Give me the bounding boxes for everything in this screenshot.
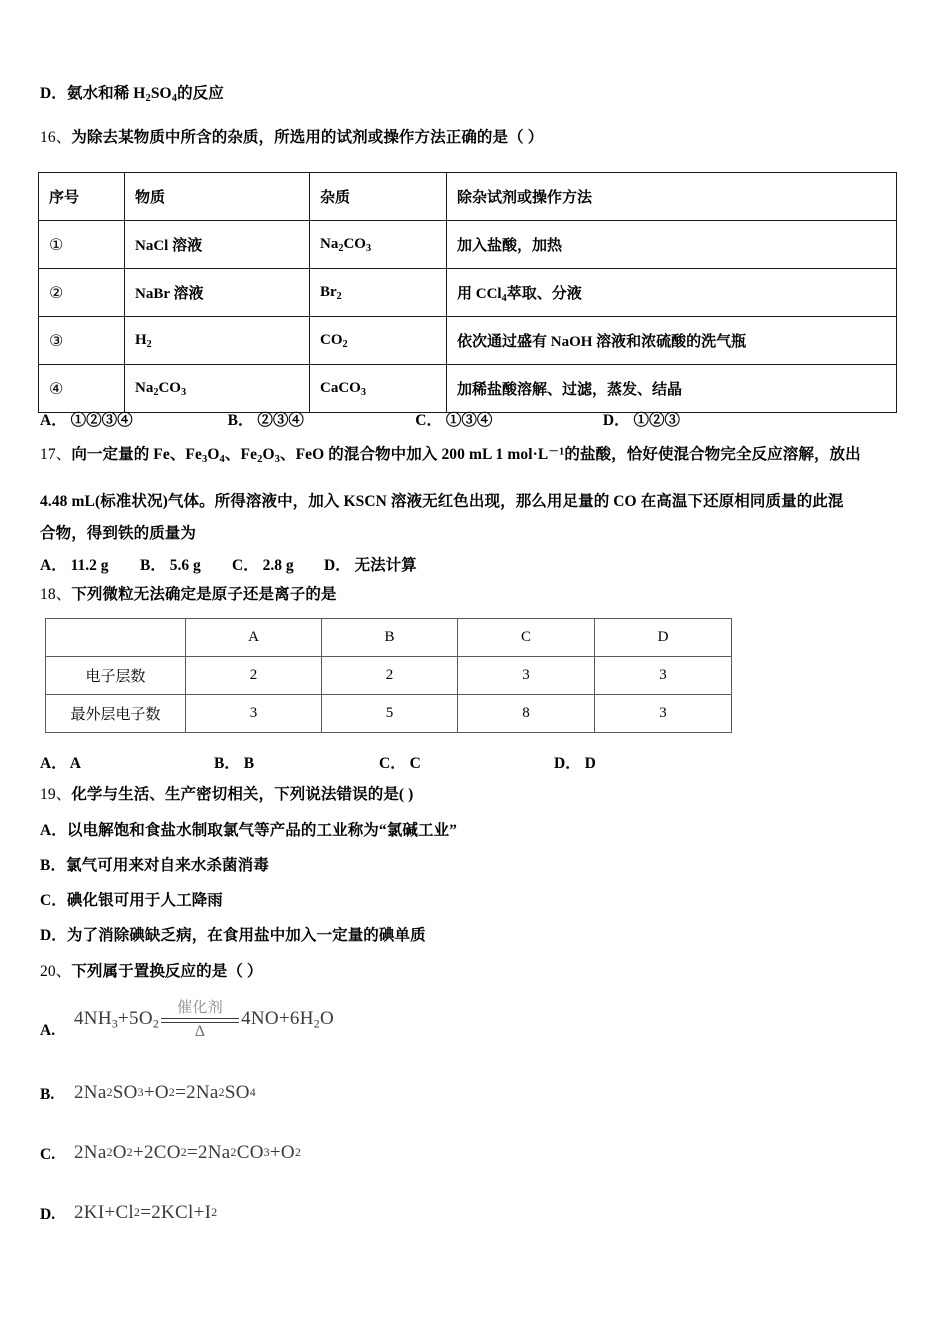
q20-option-a[interactable] — [40, 1000, 334, 1040]
q20-eq-a-left: $4NH_3+5O_2$ — [74, 1008, 160, 1031]
corner-cell — [46, 619, 186, 657]
particle-table-body — [46, 619, 732, 733]
method-cell: 加入盐酸，加热 — [447, 221, 897, 269]
q20-option-d-equation: 2KI+Cl 2 =2KCl+I 2 — [74, 1202, 218, 1223]
table-row — [46, 695, 732, 733]
q17-option-b[interactable]: B． 5.6 g — [140, 557, 201, 574]
method-cell: 用 CCl$_4$萃取、分液 — [447, 269, 897, 317]
question-18-text: 下列微粒无法确定是原子还是离子的是 — [71, 586, 337, 603]
previous-question-option-d: D．氨水和稀 $H_2SO_4$的反应 — [40, 85, 224, 104]
value-cell: 2 — [186, 657, 322, 695]
column-header-B: B — [322, 619, 458, 657]
row-label: 最外层电子数 — [46, 695, 186, 733]
substance-cell: NaCl 溶液 — [125, 221, 310, 269]
question-17-number: 17、 — [40, 446, 72, 463]
q19-option-c[interactable] — [40, 891, 223, 912]
column-header-3: 除杂试剂或操作方法 — [447, 173, 897, 221]
q19-option-d[interactable] — [40, 926, 426, 947]
row-label: 电子层数 — [46, 657, 186, 695]
particle-table — [45, 618, 732, 733]
value-cell: 5 — [322, 695, 458, 733]
q16-option-b[interactable]: B． ②③④ — [227, 412, 304, 429]
q20-option-c-label: C. — [40, 1146, 56, 1163]
row-index: ③ — [39, 317, 125, 365]
q20-option-a-label: A. — [40, 1021, 56, 1039]
q19-option-d-label: D． — [40, 927, 67, 944]
row-index: ④ — [39, 365, 125, 413]
q20-option-b-label: B. — [40, 1086, 55, 1103]
table-row — [39, 365, 897, 413]
value-cell: 3 — [186, 695, 322, 733]
q20-option-b-equation: 2Na 2 SO 3 +O 2 =2Na 2 SO 4 — [74, 1082, 256, 1103]
value-cell: 3 — [595, 657, 732, 695]
q20-option-d[interactable] — [40, 1202, 217, 1224]
q18-option-c[interactable]: C． C — [379, 755, 421, 772]
q18-option-a[interactable]: A． A — [40, 755, 81, 772]
table-header-row — [46, 619, 732, 657]
q19-option-d-text: 为了消除碘缺乏病，在食用盐中加入一定量的碘单质 — [66, 927, 426, 944]
question-19-stem — [40, 785, 413, 806]
method-cell: 加稀盐酸溶解、过滤，蒸发、结晶 — [447, 365, 897, 413]
column-header-C: C — [458, 619, 595, 657]
question-18-options — [40, 751, 596, 773]
catalyst-label: 催化剂 — [177, 1000, 224, 1016]
q19-option-a-text: 以电解饱和食盐水制取氯气等产品的工业称为“氯碱工业” — [66, 822, 458, 839]
question-16-text: 为除去某物质中所含的杂质，所选用的试剂或操作方法正确的是（ ） — [71, 129, 544, 146]
q20-option-b[interactable] — [40, 1082, 256, 1104]
row-index: ② — [39, 269, 125, 317]
method-cell: 依次通过盛有 NaOH 溶液和浓硫酸的洗气瓶 — [447, 317, 897, 365]
column-header-0: 序号 — [39, 173, 125, 221]
table-row — [46, 657, 732, 695]
question-16-options — [40, 408, 680, 430]
column-header-A: A — [186, 619, 322, 657]
value-cell: 3 — [458, 657, 595, 695]
impurity-cell: $Br_2$ — [310, 269, 447, 317]
q19-option-c-label: C． — [40, 892, 67, 909]
purification-table — [38, 172, 897, 413]
reaction-double-line — [161, 1018, 239, 1023]
q16-option-d[interactable]: D． ①②③ — [602, 412, 680, 429]
question-20-text: 下列属于置换反应的是（ ） — [71, 963, 263, 980]
q20-option-c-equation: 2Na 2 O 2 +2CO 2 =2Na 2 CO 3 +O 2 — [74, 1142, 302, 1163]
q19-option-b-text: 氯气可用来对自来水杀菌消毒 — [66, 857, 269, 874]
impurity-cell: $Na_2CO_3$ — [310, 221, 447, 269]
question-17-text-line1: 向一定量的 Fe、$Fe_3O_4$、$Fe_2O_3$、FeO 的混合物中加入 200 mL 1 $mol\cdot L^{-1}$的盐酸，恰好使混合物完全反应溶解，放出 — [71, 446, 861, 465]
question-18-number: 18、 — [40, 586, 72, 603]
q16-option-a[interactable]: A． ①②③④ — [40, 412, 133, 429]
q18-option-d[interactable]: D． D — [554, 755, 596, 772]
q17-option-d[interactable]: D． 无法计算 — [324, 557, 417, 574]
value-cell: 2 — [322, 657, 458, 695]
question-20-stem — [40, 962, 263, 983]
value-cell: 8 — [458, 695, 595, 733]
row-index: ① — [39, 221, 125, 269]
question-17-line-2: 4.48 mL(标准状况)气体。所得溶液中，加入 KSCN 溶液无红色出现，那么用足量的 CO 在高温下还原相同质量的此混 — [40, 493, 844, 510]
q17-option-c[interactable]: C． 2.8 g — [232, 557, 294, 574]
substance-cell: $H_2$ — [125, 317, 310, 365]
q20-option-a-equation — [74, 1000, 334, 1040]
q19-option-b[interactable] — [40, 856, 269, 877]
q20-option-d-label: D. — [40, 1206, 56, 1223]
q20-option-c[interactable] — [40, 1142, 301, 1164]
q19-option-a[interactable] — [40, 821, 457, 842]
q16-option-c[interactable]: C． ①③④ — [415, 412, 493, 429]
impurity-cell: $CO_2$ — [310, 317, 447, 365]
q19-option-a-label: A． — [40, 822, 67, 839]
value-cell: 3 — [595, 695, 732, 733]
column-header-1: 物质 — [125, 173, 310, 221]
question-17-line-3: 合物，得到铁的质量为 — [40, 525, 197, 542]
q19-option-b-label: B． — [40, 857, 67, 874]
question-16-stem — [40, 128, 543, 149]
table-row — [39, 221, 897, 269]
heating-symbol: Δ — [194, 1022, 206, 1040]
question-16-number: 16、 — [40, 129, 72, 146]
column-header-2: 杂质 — [310, 173, 447, 221]
question-17-line-1 — [40, 445, 861, 467]
q19-option-c-text: 碘化银可用于人工降雨 — [66, 892, 223, 909]
impurity-cell: CaCO$_3$ — [310, 365, 447, 413]
purification-table-body — [39, 173, 897, 413]
q18-option-b[interactable]: B． B — [214, 755, 255, 772]
table-header-row — [39, 173, 897, 221]
q17-option-a[interactable]: A． 11.2 g — [40, 557, 109, 574]
q20-eq-a-right: $4NO+6H_2O$ — [241, 1008, 334, 1031]
question-20-number: 20、 — [40, 963, 72, 980]
substance-cell: NaBr 溶液 — [125, 269, 310, 317]
column-header-D: D — [595, 619, 732, 657]
question-19-text: 化学与生活、生产密切相关，下列说法错误的是( ) — [71, 786, 414, 803]
substance-cell: $Na_2CO_3$ — [125, 365, 310, 413]
question-19-number: 19、 — [40, 786, 72, 803]
reaction-condition-arrow — [161, 1001, 239, 1041]
question-18-stem — [40, 585, 337, 606]
table-row — [39, 317, 897, 365]
question-17-options — [40, 553, 417, 575]
table-row — [39, 269, 897, 317]
